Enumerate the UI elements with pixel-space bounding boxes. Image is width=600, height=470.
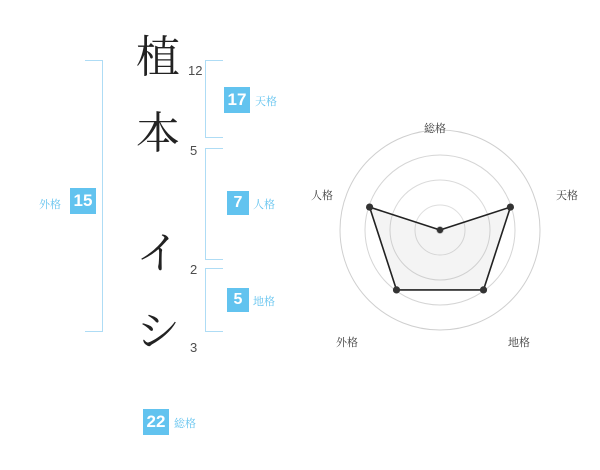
soukaku-label: 総格 xyxy=(174,418,196,430)
radar-point-soukaku xyxy=(437,227,443,233)
tenkaku-value: 17 xyxy=(224,87,250,113)
radar-chart xyxy=(320,110,560,350)
name-character-1: 植 xyxy=(136,33,180,82)
radar-label-upper-left: 人格 xyxy=(311,190,333,202)
radar-point-tenkaku xyxy=(507,204,514,211)
gaikaku-value: 15 xyxy=(70,188,96,214)
name-character-4: シ xyxy=(136,307,180,356)
tenkaku-label: 天格 xyxy=(255,96,277,108)
name-character-3: イ xyxy=(136,229,180,278)
radar-point-gaikaku xyxy=(393,286,400,293)
stroke-count-1: 12 xyxy=(188,63,203,78)
jinkaku-bracket xyxy=(205,148,223,260)
chikaku-value: 5 xyxy=(227,288,249,312)
tenkaku-bracket xyxy=(205,60,223,138)
radar-point-chikaku xyxy=(480,286,487,293)
radar-point-jinkaku xyxy=(366,204,373,211)
chikaku-label: 地格 xyxy=(253,296,275,308)
radar-label-upper-right: 天格 xyxy=(556,190,578,202)
name-character-2: 本 xyxy=(136,109,180,158)
jinkaku-label: 人格 xyxy=(253,199,275,211)
stroke-count-2: 5 xyxy=(190,143,198,158)
radar-data-polygon xyxy=(370,207,511,290)
stroke-count-4: 3 xyxy=(190,340,198,355)
radar-label-lower-right: 地格 xyxy=(508,337,530,349)
stroke-count-3: 2 xyxy=(190,262,198,277)
radar-label-top: 総格 xyxy=(424,123,446,135)
jinkaku-value: 7 xyxy=(227,191,249,215)
soukaku-value: 22 xyxy=(143,409,169,435)
radar-label-lower-left: 外格 xyxy=(336,337,358,349)
gaikaku-label: 外格 xyxy=(39,199,61,211)
chikaku-bracket xyxy=(205,268,223,332)
